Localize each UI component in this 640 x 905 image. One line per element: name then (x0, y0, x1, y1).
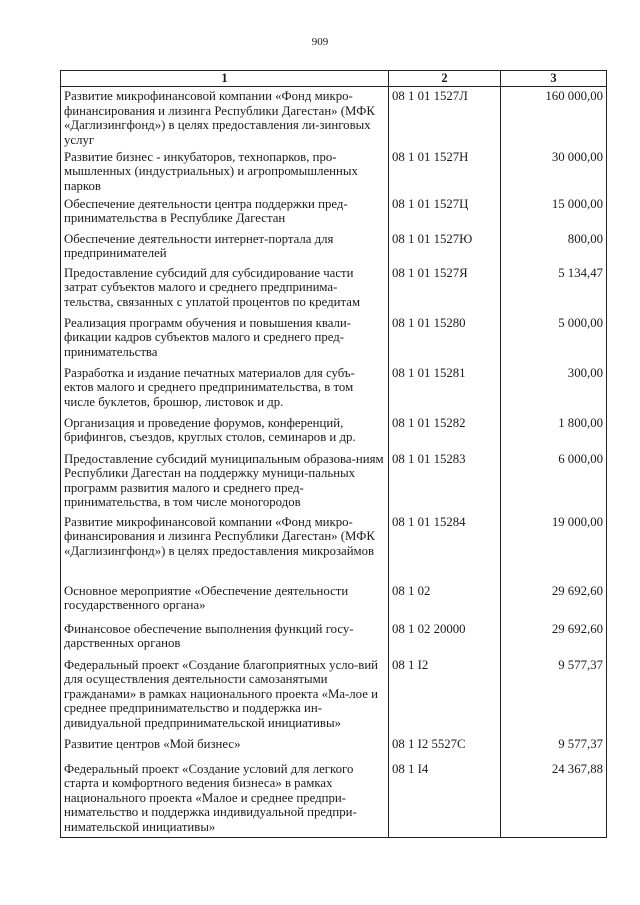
row-code: 08 1 01 1527Н (389, 148, 501, 195)
table-row (61, 195, 607, 230)
row-amount: 9 577,37 (501, 735, 607, 760)
row-amount: 19 000,00 (501, 513, 607, 582)
row-amount: 300,00 (501, 364, 607, 414)
column-header-3: 3 (501, 71, 607, 87)
row-name: Предоставление субсидий для субсидирование части затрат субъектов малого и среднего предпринима-тельства, связанных с уплатой процентов по кредитам (61, 264, 389, 314)
row-code: 08 1 01 15280 (389, 314, 501, 364)
table-row (61, 314, 607, 364)
row-amount: 160 000,00 (501, 87, 607, 148)
row-name: Организация и проведение форумов, конференций, брифингов, съездов, круглых столов, семинаров и др. (61, 414, 389, 450)
row-name: Федеральный проект «Создание условий для легкого старта и комфортного ведения бизнеса» в рамках национального проекта «Малое и среднее предпри-нимательство и поддержка индивидуальной предпри-нимательской инициативы» (61, 760, 389, 838)
row-code: 08 1 01 1527Я (389, 264, 501, 314)
row-code: 08 1 01 15283 (389, 450, 501, 513)
table-row (61, 414, 607, 450)
budget-table (60, 70, 607, 838)
row-code: 08 1 I4 (389, 760, 501, 838)
table-row (61, 760, 607, 838)
row-name: Развитие центров «Мой бизнес» (61, 735, 389, 760)
table-row (61, 620, 607, 656)
row-name: Основное мероприятие «Обеспечение деятельности государственного органа» (61, 582, 389, 620)
row-amount: 800,00 (501, 230, 607, 264)
row-name: Развитие микрофинансовой компании «Фонд микро-финансирования и лизинга Республики Дагестан» (МФК «Даглизингфонд») в целях предоставления микрозаймов (61, 513, 389, 582)
row-amount: 9 577,37 (501, 656, 607, 735)
row-amount: 5 134,47 (501, 264, 607, 314)
row-code: 08 1 01 1527Ц (389, 195, 501, 230)
column-header-1: 1 (61, 71, 389, 87)
row-amount: 29 692,60 (501, 582, 607, 620)
row-code: 08 1 I2 (389, 656, 501, 735)
row-amount: 1 800,00 (501, 414, 607, 450)
row-name: Предоставление субсидий муниципальным образова-ниям Республики Дагестан на поддержку муници-пальных программ развития малого и среднего пред-принимательства, в том числе моногородов (61, 450, 389, 513)
row-name: Обеспечение деятельности центра поддержки пред-принимательства в Республике Дагестан (61, 195, 389, 230)
row-amount: 30 000,00 (501, 148, 607, 195)
row-code: 08 1 01 15284 (389, 513, 501, 582)
row-code: 08 1 01 1527Л (389, 87, 501, 148)
row-code: 08 1 01 15281 (389, 364, 501, 414)
row-name: Обеспечение деятельности интернет-портала для предпринимателей (61, 230, 389, 264)
row-name: Федеральный проект «Создание благоприятных усло-вий для осуществления деятельности самозанятыми гражданами» в рамках национального проекта «Ма-лое и среднее предпринимательство и поддержка ин-дивидуальной предпринимательской инициативы» (61, 656, 389, 735)
row-name: Разработка и издание печатных материалов для субъ-ектов малого и среднего предпринимательства, в том числе буклетов, брошюр, листовок и др. (61, 364, 389, 414)
row-name: Развитие микрофинансовой компании «Фонд микро-финансирования и лизинга Республики Дагестан» (МФК «Даглизингфонд») в целях предоставления ли-зинговых услуг (61, 87, 389, 148)
table-row (61, 450, 607, 513)
row-code: 08 1 I2 5527С (389, 735, 501, 760)
page-number: 909 (311, 36, 329, 48)
row-code: 08 1 01 15282 (389, 414, 501, 450)
row-code: 08 1 01 1527Ю (389, 230, 501, 264)
row-name: Реализация программ обучения и повышения квали-фикации кадров субъектов малого и среднего пред-принимательства (61, 314, 389, 364)
table-row (61, 582, 607, 620)
row-amount: 5 000,00 (501, 314, 607, 364)
table-row (61, 513, 607, 582)
row-amount: 29 692,60 (501, 620, 607, 656)
table-header-row (61, 71, 607, 87)
table-row (61, 148, 607, 195)
table-row (61, 656, 607, 735)
table-row (61, 87, 607, 148)
row-amount: 24 367,88 (501, 760, 607, 838)
row-amount: 15 000,00 (501, 195, 607, 230)
table-row (61, 364, 607, 414)
row-name: Финансовое обеспечение выполнения функций госу-дарственных органов (61, 620, 389, 656)
row-name: Развитие бизнес - инкубаторов, технопарков, про-мышленных (индустриальных) и агропромышленных парков (61, 148, 389, 195)
table-row (61, 735, 607, 760)
table-row (61, 264, 607, 314)
table-row (61, 230, 607, 264)
row-amount: 6 000,00 (501, 450, 607, 513)
column-header-2: 2 (389, 71, 501, 87)
row-code: 08 1 02 20000 (389, 620, 501, 656)
row-code: 08 1 02 (389, 582, 501, 620)
